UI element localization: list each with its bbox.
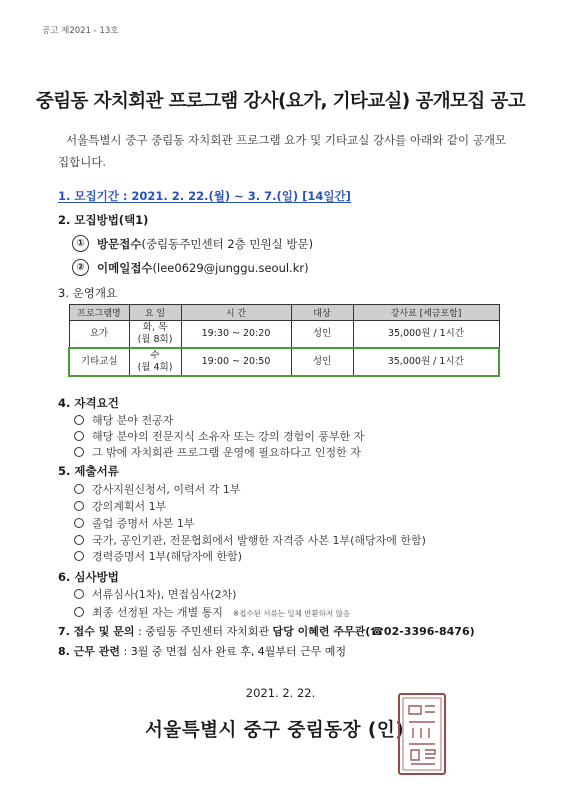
list-item-text: 해당 분야 전공자 xyxy=(92,414,174,427)
table-header-row xyxy=(69,305,499,321)
list-item-text: 국가, 공인기관, 전문협회에서 발행한 자격증 사본 1부(해당자에 한함) xyxy=(92,534,426,547)
list-item xyxy=(74,515,195,531)
document-title: 중림동 자치회관 프로그램 강사(요가, 기타교실) 공개모집 공고 xyxy=(36,91,525,112)
signature xyxy=(145,716,404,742)
session-count: (월 8회) xyxy=(137,334,173,345)
list-item xyxy=(74,481,241,497)
column-header: 프로그램명 xyxy=(69,305,129,321)
notice-number: 공고 제2021 - 13호 xyxy=(42,26,119,36)
session-count: (월 4회) xyxy=(137,362,173,373)
column-header: 시 간 xyxy=(181,305,291,321)
day-cell xyxy=(129,321,181,349)
work-detail: : 3월 중 면접 심사 완료 후, 4월부터 근무 예정 xyxy=(120,645,347,658)
bullet-icon xyxy=(74,501,84,511)
list-item xyxy=(74,532,426,548)
target-cell: 성인 xyxy=(291,348,353,376)
method-email-label: 이메일접수 xyxy=(97,261,153,275)
list-item-text: 강의계획서 1부 xyxy=(92,500,167,513)
time-cell: 19:00 ~ 20:50 xyxy=(181,348,291,376)
operation-heading: 3. 운영개요 xyxy=(58,286,118,300)
list-item-text: 강사지원신청서, 이력서 각 1부 xyxy=(92,483,241,496)
bullet-icon xyxy=(74,518,84,528)
number-2-icon: ② xyxy=(72,259,89,276)
column-header: 대상 xyxy=(291,305,353,321)
list-item xyxy=(74,586,236,602)
list-item-text: 해당 분야의 전문지식 소유자 또는 강의 경험이 풍부한 자 xyxy=(92,430,365,443)
fee-cell: 35,000원 / 1시간 xyxy=(353,321,499,349)
bullet-icon xyxy=(74,589,84,599)
method-visit-detail: (중림동주민센터 2층 민원실 방문) xyxy=(141,237,314,251)
list-item xyxy=(74,604,350,620)
list-item xyxy=(74,412,173,428)
table-row xyxy=(69,321,499,349)
contact-person: 담당 이혜련 주무관(☎02-3396-8476) xyxy=(272,625,475,638)
list-item xyxy=(74,548,242,564)
table-row xyxy=(69,348,499,376)
screening-heading: 6. 심사방법 xyxy=(58,570,119,584)
method-email xyxy=(72,260,309,277)
list-item-text: 그 밖에 자치회관 프로그램 운영에 필요하다고 인정한 자 xyxy=(92,446,361,459)
column-header: 요 일 xyxy=(129,305,181,321)
bullet-icon xyxy=(74,447,84,457)
official-seal-icon xyxy=(397,692,447,776)
day-text: 수 xyxy=(150,350,160,361)
recruitment-period: 1. 모집기간 : 2021. 2. 22.(월) ~ 3. 7.(일) [14일간] xyxy=(58,189,351,203)
documents-heading: 5. 제출서류 xyxy=(58,464,119,478)
notice-date: 2021. 2. 22. xyxy=(245,686,316,700)
fee-cell: 35,000원 / 1시간 xyxy=(353,348,499,376)
method-visit xyxy=(72,236,313,253)
list-item xyxy=(74,428,364,444)
contact-place: : 중림동 주민센터 자치회관 xyxy=(134,625,273,638)
list-item-text: 경력증명서 1부(해당자에 한함) xyxy=(92,550,243,563)
list-item xyxy=(74,444,361,460)
seal-mark: (인) xyxy=(367,720,405,741)
contact-line xyxy=(58,623,475,639)
list-item-text: 졸업 증명서 사본 1부 xyxy=(92,517,195,530)
bullet-icon xyxy=(74,607,84,617)
day-cell xyxy=(129,348,181,376)
list-item xyxy=(74,498,166,514)
list-item-text: 서류심사(1차), 면접심사(2차) xyxy=(92,588,237,601)
program-cell: 기타교실 xyxy=(69,348,129,376)
column-header: 강사료 [세금포함] xyxy=(353,305,499,321)
bullet-icon xyxy=(74,415,84,425)
operation-table xyxy=(68,304,500,377)
signer-name: 서울특별시 중구 중림동장 xyxy=(145,720,361,741)
target-cell: 성인 xyxy=(291,321,353,349)
bullet-icon xyxy=(74,535,84,545)
number-1-icon: ① xyxy=(72,235,89,252)
bullet-icon xyxy=(74,431,84,441)
return-note: ※접수된 서류는 일체 반환하지 않음 xyxy=(232,609,351,618)
bullet-icon xyxy=(74,484,84,494)
method-visit-label: 방문접수 xyxy=(97,237,142,251)
method-email-detail: (lee0629@junggu.seoul.kr) xyxy=(152,261,309,275)
qualification-heading: 4. 자격요건 xyxy=(58,396,119,410)
work-line xyxy=(58,643,346,659)
work-label: 8. 근무 관련 xyxy=(58,645,120,658)
program-cell: 요가 xyxy=(69,321,129,349)
method-heading: 2. 모집방법(택1) xyxy=(58,213,149,227)
intro-paragraph: 서울특별시 중구 중림동 자치회관 프로그램 요가 및 기타교실 강사를 아래와 같이 공개모집합니다. xyxy=(58,133,507,169)
day-text: 화, 목 xyxy=(142,322,168,333)
bullet-icon xyxy=(74,551,84,561)
list-item-text: 최종 선정된 자는 개별 통지 xyxy=(92,606,223,619)
contact-label: 7. 접수 및 문의 xyxy=(58,625,135,638)
time-cell: 19:30 ~ 20:20 xyxy=(181,321,291,349)
